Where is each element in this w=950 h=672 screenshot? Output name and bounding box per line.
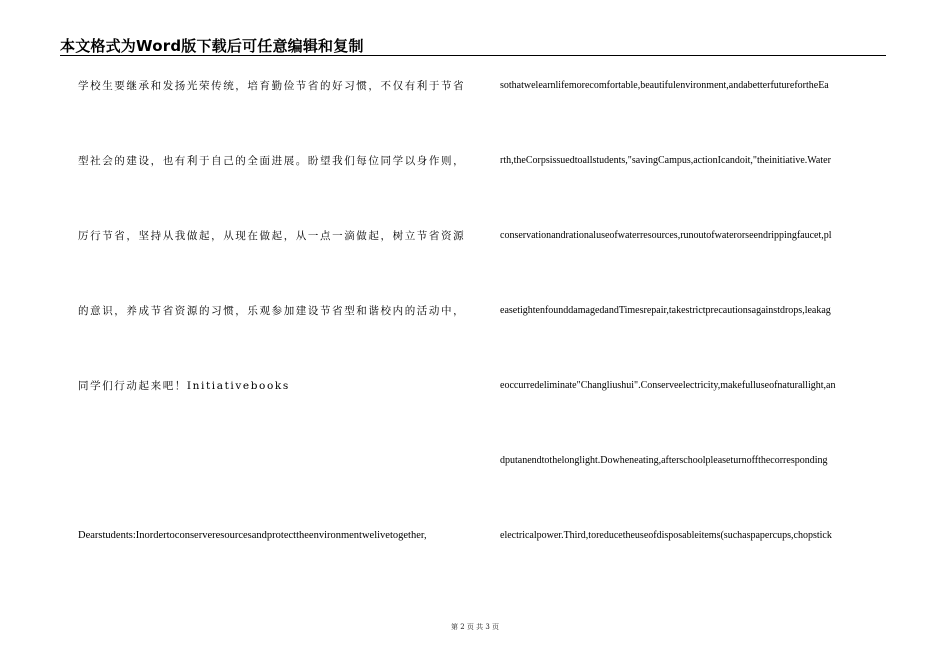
right-paragraph-line: dputanendtothelonglight.Dowheneating,afterschoolpleaseturnoffthecorresponding <box>500 455 828 466</box>
left-paragraph-line: 同学们行动起来吧！Initiativebooks <box>78 380 290 392</box>
document-header-title: 本文格式为Word版下载后可任意编辑和复制 <box>60 37 364 55</box>
left-paragraph-line: 厉行节省，坚持从我做起，从现在做起，从一点一滴做起，树立节省资源 <box>78 230 466 242</box>
right-paragraph-line: rth,theCorpsissuedtoallstudents,"savingCampus,actionIcandoit,"theinitiative.Water <box>500 155 831 166</box>
left-paragraph-line: 的意识，养成节省资源的习惯，乐观参加建设节省型和谐校内的活动中， <box>78 305 466 317</box>
right-paragraph-line: easetightenfounddamagedandTimesrepair,takestrictprecautionsagainstdrops,leakag <box>500 305 831 316</box>
right-paragraph-line: conservationandrationaluseofwaterresources,runoutofwaterorseendrippingfaucet,pl <box>500 230 832 241</box>
left-paragraph-line: 学校生要继承和发扬光荣传统，培育勤俭节省的好习惯，不仅有利于节省 <box>78 80 466 92</box>
header-divider <box>60 55 886 56</box>
left-paragraph-line: Dearstudents:Inordertoconserveresourcesandprotecttheenvironmentwelivetogether, <box>78 530 427 541</box>
page-number-footer: 第 2 页 共 3 页 <box>450 623 500 631</box>
right-paragraph-line: electricalpower.Third,toreducetheuseofdisposableitems(suchaspapercups,chopstick <box>500 530 832 541</box>
right-paragraph-line: sothatwelearnlifemorecomfortable,beautifulenvironment,andabetterfuturefortheEa <box>500 80 829 91</box>
right-paragraph-line: eoccurredeliminate"Changliushui".Conserveelectricity,makefulluseofnaturallight,an <box>500 380 836 391</box>
left-paragraph-line: 型社会的建设，也有利于自己的全面进展。盼望我们每位同学以身作则， <box>78 155 466 167</box>
